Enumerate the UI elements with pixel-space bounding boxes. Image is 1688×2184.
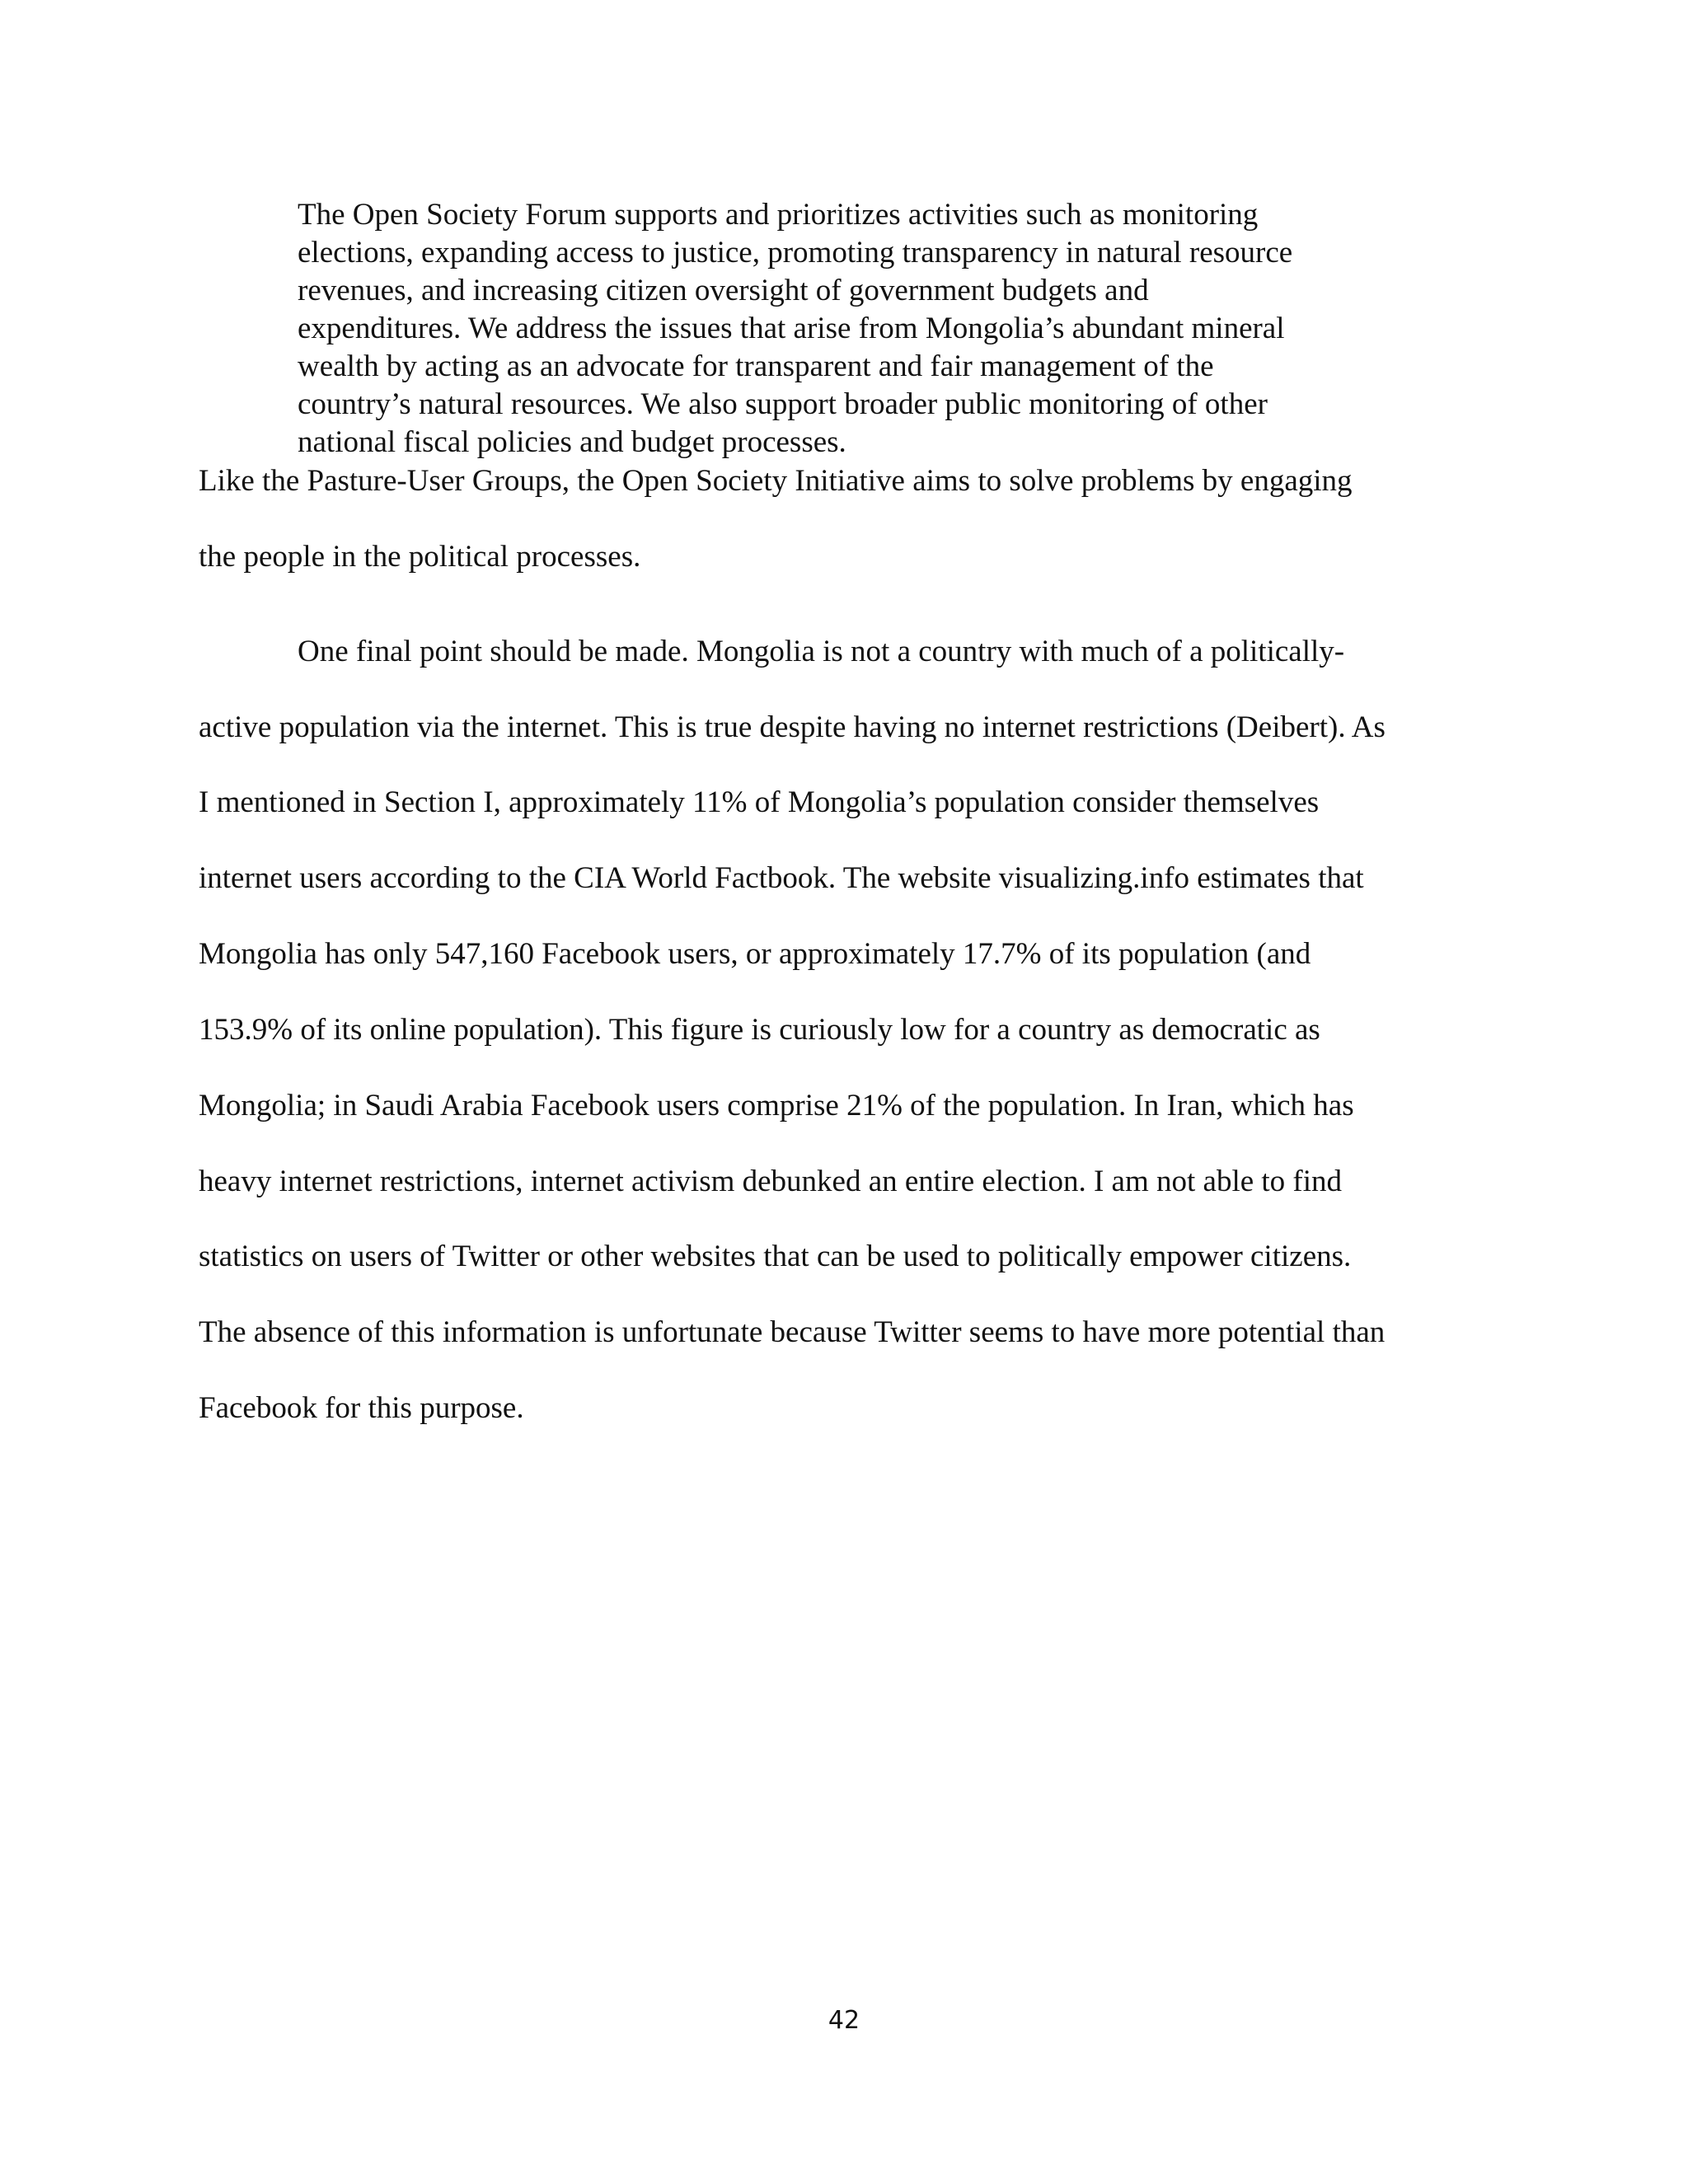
- paragraph-line: I mentioned in Section I, approximately 11% of Mongolia’s population consider themselves: [199, 785, 1320, 819]
- paragraph-line: Facebook for this purpose.: [199, 1391, 524, 1425]
- block-quote-line: The Open Society Forum supports and prioritizes activities such as monitoring: [298, 198, 1259, 232]
- paragraph-line: Like the Pasture-User Groups, the Open Society Initiative aims to solve problems by engaging: [199, 464, 1353, 498]
- paragraph-line: active population via the internet. This is true despite having no internet restrictions (Deibert). As: [199, 710, 1386, 744]
- block-quote-line: country’s natural resources. We also support broader public monitoring of other: [298, 387, 1268, 421]
- paragraph-line: the people in the political processes.: [199, 540, 641, 574]
- page-number: 42: [828, 2006, 860, 2035]
- block-quote-line: national fiscal policies and budget processes.: [298, 425, 846, 459]
- paragraph-line: Mongolia; in Saudi Arabia Facebook users comprise 21% of the population. In Iran, which has: [199, 1089, 1354, 1122]
- paragraph-line: statistics on users of Twitter or other websites that can be used to politically empower citizens.: [199, 1240, 1352, 1273]
- block-quote-line: wealth by acting as an advocate for transparent and fair management of the: [298, 349, 1214, 383]
- paragraph-line: heavy internet restrictions, internet activism debunked an entire election. I am not able to find: [199, 1165, 1343, 1198]
- block-quote-line: elections, expanding access to justice, promoting transparency in natural resource: [298, 236, 1293, 269]
- paragraph-line: One final point should be made. Mongolia is not a country with much of a politically-: [298, 635, 1345, 668]
- paragraph-line: internet users according to the CIA World Factbook. The website visualizing.info estimates that: [199, 861, 1364, 895]
- block-quote-line: revenues, and increasing citizen oversight of government budgets and: [298, 274, 1149, 307]
- paragraph-line: The absence of this information is unfortunate because Twitter seems to have more potential than: [199, 1315, 1386, 1349]
- paragraph-line: 153.9% of its online population). This figure is curiously low for a country as democratic as: [199, 1013, 1320, 1047]
- block-quote-line: expenditures. We address the issues that arise from Mongolia’s abundant mineral: [298, 312, 1285, 345]
- paragraph-line: Mongolia has only 547,160 Facebook users, or approximately 17.7% of its population (and: [199, 937, 1311, 971]
